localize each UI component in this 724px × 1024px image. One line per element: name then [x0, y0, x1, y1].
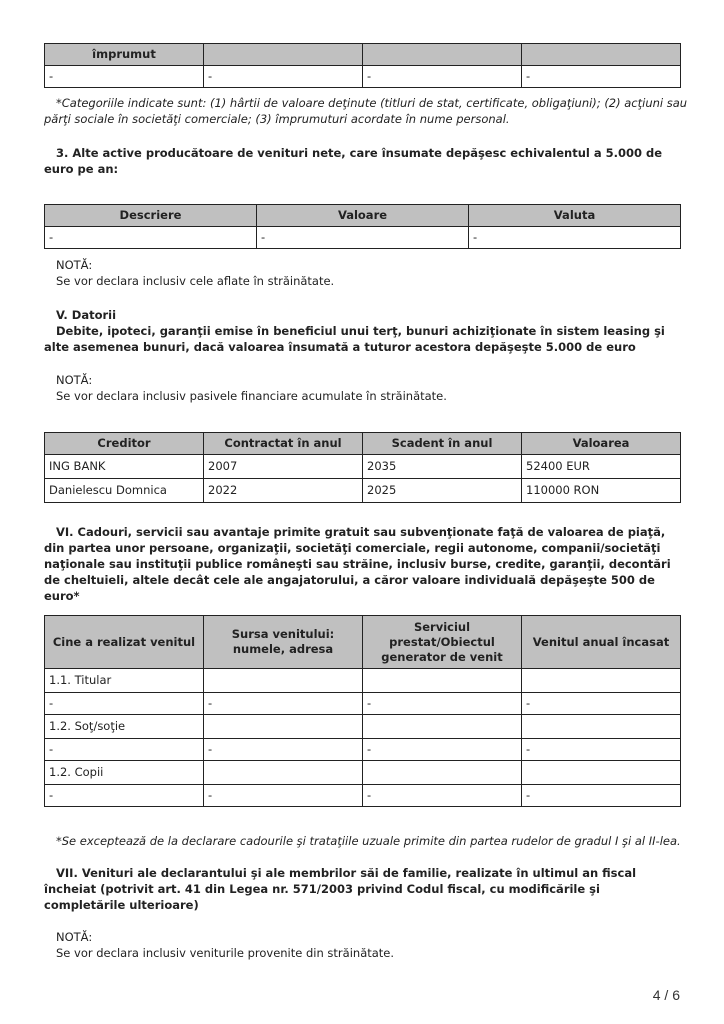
table-cell: 2007 — [204, 455, 363, 479]
table-cell: - — [257, 227, 469, 249]
debts-table — [44, 432, 681, 503]
section-vii-note-label: NOTĂ: — [56, 930, 93, 944]
table-cell: - — [522, 66, 681, 88]
column-header: Sursa venitului: numele, adresa — [204, 616, 363, 669]
column-header: Cine a realizat venitul — [45, 616, 204, 669]
group-label-titular: 1.1. Titular — [45, 669, 204, 693]
table-cell: - — [204, 693, 363, 715]
section-v-note-text: Se vor declara inclusiv pasivele financiare acumulate în străinătate. — [56, 389, 447, 403]
section-v-note-label: NOTĂ: — [56, 373, 93, 387]
table-row — [45, 227, 681, 249]
section-vii-note-text: Se vor declara inclusiv veniturile provenite din străinătate. — [56, 946, 395, 960]
table-header-row — [45, 205, 681, 227]
table-cell: - — [363, 785, 522, 807]
table-cell: 52400 EUR — [522, 455, 681, 479]
column-header: Valoarea — [522, 433, 681, 455]
other-assets-table — [44, 204, 681, 249]
gifts-table — [44, 615, 681, 807]
column-header: Scadent în anul — [363, 433, 522, 455]
table-cell: - — [45, 693, 204, 715]
section-vi-footnote: *Se exceptează de la declarare cadourile şi trataţiile uzuale primite din partea rudelor de gradul I şi al II-lea. — [56, 834, 681, 848]
column-header — [363, 44, 522, 66]
table-header-row — [45, 433, 681, 455]
table-cell: 2025 — [363, 479, 522, 503]
table-cell: - — [363, 66, 522, 88]
column-header: Contractat în anul — [204, 433, 363, 455]
table-group-row — [45, 761, 681, 785]
section-3-note-text: Se vor declara inclusiv cele aflate în străinătate. — [56, 274, 335, 288]
section-v-subtitle: Debite, ipoteci, garanţii emise în beneficiul unui terţ, bunuri achiziţionate în sistem leasing şi alte asemenea bunuri, dacă valoarea însumată a tuturor acestora depăşeşte 5.000 de euro — [44, 324, 665, 354]
table-cell: Danielescu Domnica — [45, 479, 204, 503]
group-label-spouse: 1.2. Soţ/soţie — [45, 715, 204, 739]
column-header: Creditor — [45, 433, 204, 455]
table-cell: - — [45, 66, 204, 88]
categories-footnote — [44, 95, 693, 127]
table-cell: - — [204, 66, 363, 88]
table-group-row — [45, 669, 681, 693]
table-row — [45, 785, 681, 807]
column-header: Serviciul prestat/Obiectul generator de venit — [363, 616, 522, 669]
table-cell: - — [363, 693, 522, 715]
table-group-row — [45, 715, 681, 739]
table-cell: - — [204, 739, 363, 761]
loans-table — [44, 43, 681, 88]
table-cell: ING BANK — [45, 455, 204, 479]
column-header — [204, 44, 363, 66]
group-label-children: 1.2. Copii — [45, 761, 204, 785]
column-header: împrumut — [45, 44, 204, 66]
table-header-row — [45, 44, 681, 66]
table-row — [45, 66, 681, 88]
table-cell: - — [363, 739, 522, 761]
table-cell: - — [204, 785, 363, 807]
table-cell: - — [45, 785, 204, 807]
section-v-title: V. Datorii — [56, 308, 117, 322]
table-cell: - — [469, 227, 681, 249]
table-row — [45, 479, 681, 503]
table-row — [45, 455, 681, 479]
page-indicator: 4 / 6 — [652, 987, 680, 1003]
table-cell: - — [45, 227, 257, 249]
table-row — [45, 693, 681, 715]
section-vi-title: VI. Cadouri, servicii sau avantaje primite gratuit sau subvenţionate faţă de valoarea de piaţă, din partea unor persoane, organizaţii, societăţi comerciale, regii autonome, companii/societăţi naţionale sau instituţii publice româneşti sau străine, inclusiv burse, credite, garanţii, decontări de cheltuieli, altele decât cele ale angajatorului, a căror valoare individuală depăşeşte 500 de euro* — [44, 525, 671, 603]
table-row — [45, 739, 681, 761]
section-vii-title: VII. Venituri ale declarantului şi ale membrilor săi de familie, realizate în ultimul an fiscal încheiat (potrivit art. 41 din Legea nr. 571/2003 privind Codul fiscal, cu modificările şi completările ulterioare) — [44, 866, 637, 912]
categories-note-text: *Categoriile indicate sunt: (1) hârtii de valoare deţinute (titluri de stat, certificate, obligaţiuni); (2) acţiuni sau părţi sociale în societăţi comerciale; (3) împrumuturi acordate în nume personal. — [44, 96, 688, 126]
table-header-row — [45, 616, 681, 669]
section-3-title: 3. Alte active producătoare de venituri nete, care însumate depăşesc echivalentul a 5.000 de euro pe an: — [44, 146, 663, 176]
table-cell: 110000 RON — [522, 479, 681, 503]
column-header: Valoare — [257, 205, 469, 227]
table-cell: - — [522, 693, 681, 715]
column-header — [522, 44, 681, 66]
column-header: Venitul anual încasat — [522, 616, 681, 669]
column-header: Descriere — [45, 205, 257, 227]
table-cell: - — [522, 739, 681, 761]
table-cell: 2035 — [363, 455, 522, 479]
table-cell: 2022 — [204, 479, 363, 503]
table-cell: - — [522, 785, 681, 807]
table-cell: - — [45, 739, 204, 761]
section-3-note-label: NOTĂ: — [56, 258, 93, 272]
column-header: Valuta — [469, 205, 681, 227]
